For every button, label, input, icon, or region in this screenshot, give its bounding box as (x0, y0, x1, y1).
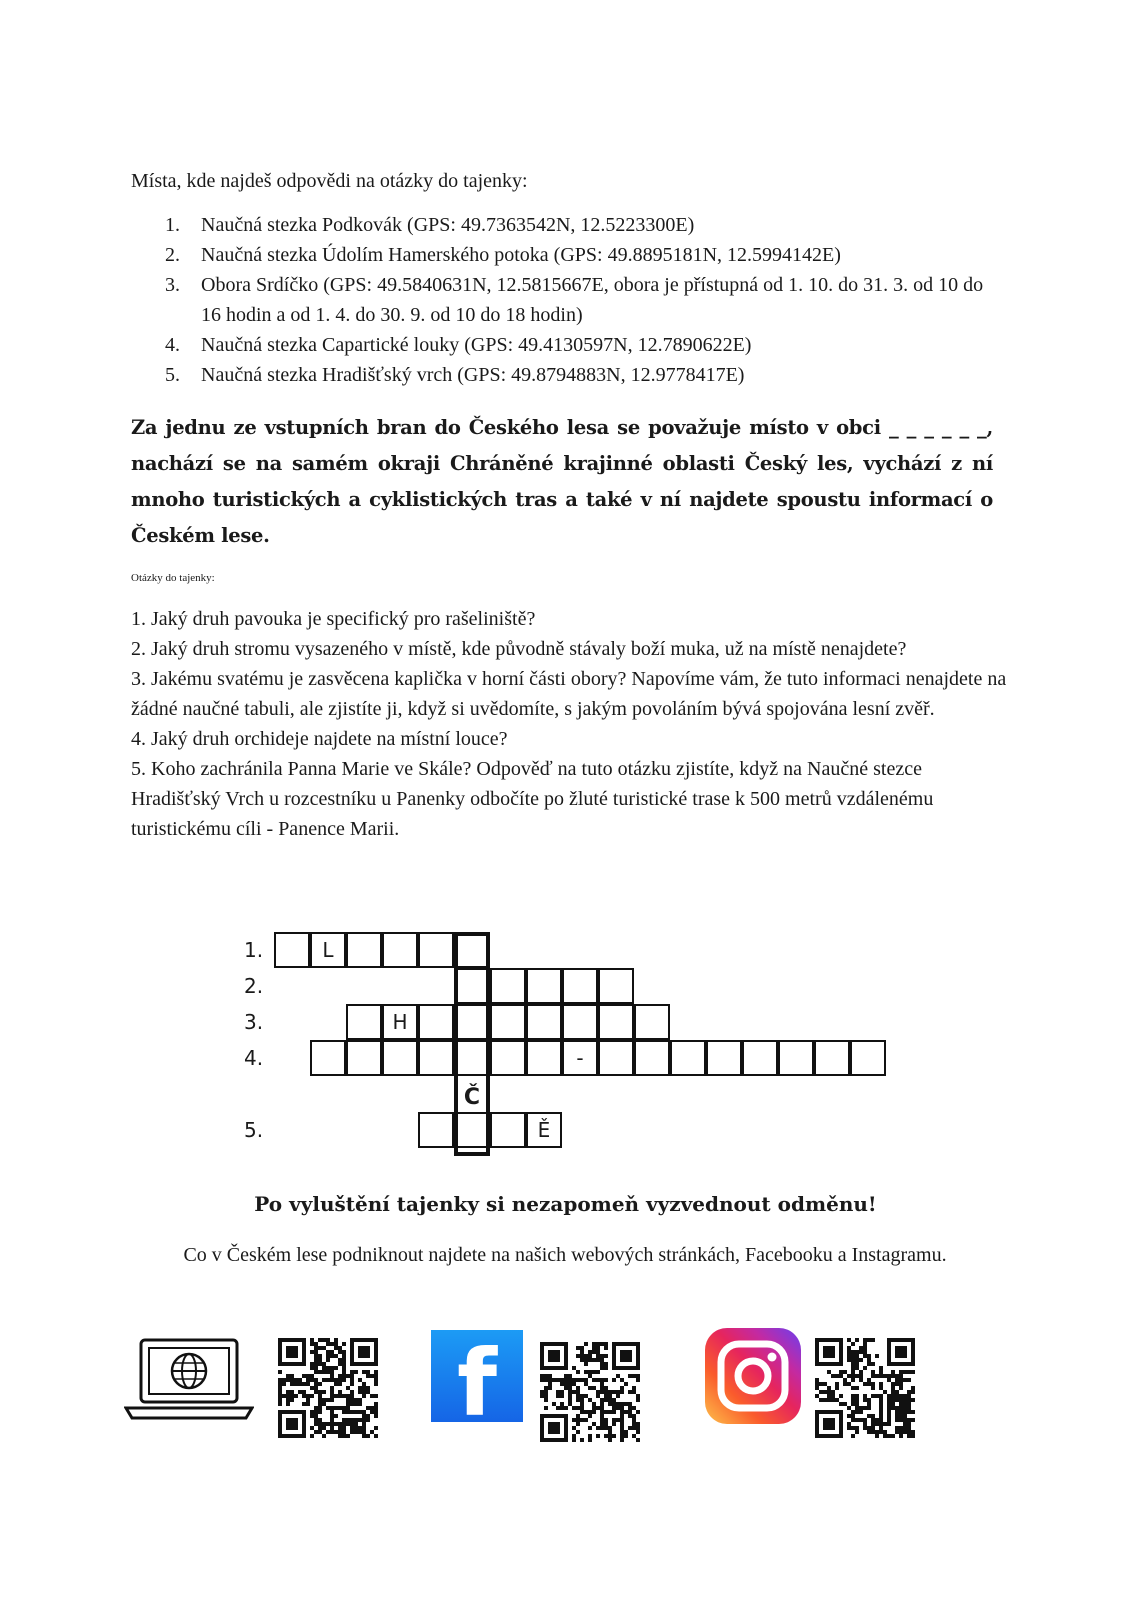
crossword-cell[interactable] (310, 1040, 346, 1076)
list-item (165, 270, 990, 330)
crossword-cell[interactable] (526, 1040, 562, 1076)
crossword-cell[interactable] (742, 1040, 778, 1076)
crossword-cell[interactable] (634, 1004, 670, 1040)
crossword-cell[interactable]: H (382, 1004, 418, 1040)
list-item (165, 210, 990, 240)
questions-list (131, 604, 1011, 844)
crossword-cell[interactable] (490, 1112, 526, 1148)
crossword-cell[interactable] (526, 1004, 562, 1040)
crossword-cell[interactable] (598, 1040, 634, 1076)
crossword-cell[interactable] (490, 1004, 526, 1040)
list-item (165, 360, 990, 390)
crossword-row-label: 1. (244, 938, 264, 962)
crossword-cell[interactable] (454, 968, 490, 1004)
crossword-cell[interactable] (418, 1112, 454, 1148)
question: 2. Jaký druh stromu vysazeného v místě, kde původně stávaly boží muka, už na místě nenajdete? (131, 638, 907, 660)
crossword-cell[interactable] (562, 968, 598, 1004)
crossword-cell[interactable] (850, 1040, 886, 1076)
crossword-row-label: 4. (244, 1046, 264, 1070)
crossword-cell[interactable] (454, 1040, 490, 1076)
web-note: Co v Českém lese podniknout najdete na našich webových stránkách, Facebooku a Instagramu. (183, 1244, 947, 1266)
intro-text: Místa, kde najdeš odpovědi na otázky do tajenky: (131, 170, 528, 192)
crossword-cell[interactable] (346, 932, 382, 968)
crossword-cell[interactable] (778, 1040, 814, 1076)
list-text: Obora Srdíčko (GPS: 49.5840631N, 12.5815667E, obora je přístupná od 1. 10. do 31. 3. od 10 do 16 hodin a od 1. 4. do 30. 9. od 10 do 18 hodin) (201, 274, 984, 326)
crossword-cell[interactable] (382, 932, 418, 968)
crossword-cell[interactable] (346, 1040, 382, 1076)
crossword-cell[interactable]: L (310, 932, 346, 968)
crossword-cell[interactable] (382, 1040, 418, 1076)
qr-code-icon[interactable] (540, 1342, 640, 1447)
list-number: 5. (165, 364, 180, 386)
crossword-cell[interactable] (490, 968, 526, 1004)
crossword-cell[interactable] (634, 1040, 670, 1076)
qr-code-icon[interactable] (815, 1338, 915, 1443)
crossword-row-label: 2. (244, 974, 264, 998)
crossword-cell[interactable] (274, 932, 310, 968)
crossword-cell[interactable]: - (562, 1040, 598, 1076)
crossword-cell[interactable]: Ě (526, 1112, 562, 1148)
facebook-icon[interactable]: f (431, 1330, 523, 1422)
list-number: 4. (165, 334, 180, 356)
crossword-cell[interactable] (814, 1040, 850, 1076)
questions-heading: Otázky do tajenky: (131, 572, 215, 584)
list-item (165, 240, 990, 270)
crossword-cell[interactable] (454, 1112, 490, 1148)
crossword-cell[interactable] (418, 1040, 454, 1076)
list-text: Naučná stezka Údolím Hamerského potoka (GPS: 49.8895181N, 12.5994142E) (201, 244, 841, 266)
crossword-cell[interactable] (418, 1004, 454, 1040)
crossword-cell[interactable] (490, 1040, 526, 1076)
list-number: 3. (165, 274, 180, 296)
list-number: 1. (165, 214, 180, 236)
list-text: Naučná stezka Hradišťský vrch (GPS: 49.8794883N, 12.9778417E) (201, 364, 745, 386)
crossword-cell[interactable] (670, 1040, 706, 1076)
instagram-icon[interactable] (705, 1328, 801, 1424)
tajenka-hint-letter: Č (463, 1085, 481, 1110)
reminder-text: Po vyluštění tajenky si nezapomeň vyzvednout odměnu! (254, 1192, 877, 1216)
crossword-cell[interactable] (346, 1004, 382, 1040)
laptop-globe-icon[interactable] (124, 1336, 254, 1422)
crossword-cell[interactable] (526, 968, 562, 1004)
list-item (165, 330, 990, 360)
crossword-cell[interactable] (562, 1004, 598, 1040)
lead-paragraph: Za jednu ze vstupních bran do Českého lesa se považuje místo v obci _ _ _ _ _ _, nachází se na samém okraji Chráněné krajinné oblasti Český les, vychází z ní mnoho turistických a cyklistických tras a také v ní najdete spoustu informací o Českém lese. (131, 416, 993, 547)
question: 1. Jaký druh pavouka je specifický pro rašeliniště? (131, 608, 536, 630)
social-icons (0, 1320, 1131, 1450)
list-text: Naučná stezka Capartické louky (GPS: 49.4130597N, 12.7890622E) (201, 334, 752, 356)
crossword-cell[interactable] (598, 968, 634, 1004)
list-number: 2. (165, 244, 180, 266)
crossword-cell[interactable] (706, 1040, 742, 1076)
qr-code-icon[interactable] (278, 1338, 378, 1443)
crossword-cell[interactable] (418, 932, 454, 968)
places-list (165, 210, 990, 390)
crossword-row-label: 3. (244, 1010, 264, 1034)
question: 4. Jaký druh orchideje najdete na místní louce? (131, 728, 508, 750)
list-text: Naučná stezka Podkovák (GPS: 49.7363542N, 12.5223300E) (201, 214, 695, 236)
question: 3. Jakému svatému je zasvěcena kaplička v horní části obory? Napovíme vám, že tuto informaci nenajdete na žádné naučné tabuli, ale zjistíte ji, když si uvědomíte, s jakým povoláním bývá spojována lesní zvěř. (131, 668, 1007, 720)
question: 5. Koho zachránila Panna Marie ve Skále? Odpověď na tuto otázku zjistíte, když na Naučné stezce Hradišťský Vrch u rozcestníku u Panenky odbočíte po žluté turistické trase k 500 metrů vzdálenému turistickému cíli - Panence Marii. (131, 758, 934, 840)
crossword-cell[interactable] (598, 1004, 634, 1040)
crossword-cell[interactable] (454, 932, 490, 968)
crossword-cell[interactable] (454, 1004, 490, 1040)
crossword-row-label: 5. (244, 1118, 264, 1142)
